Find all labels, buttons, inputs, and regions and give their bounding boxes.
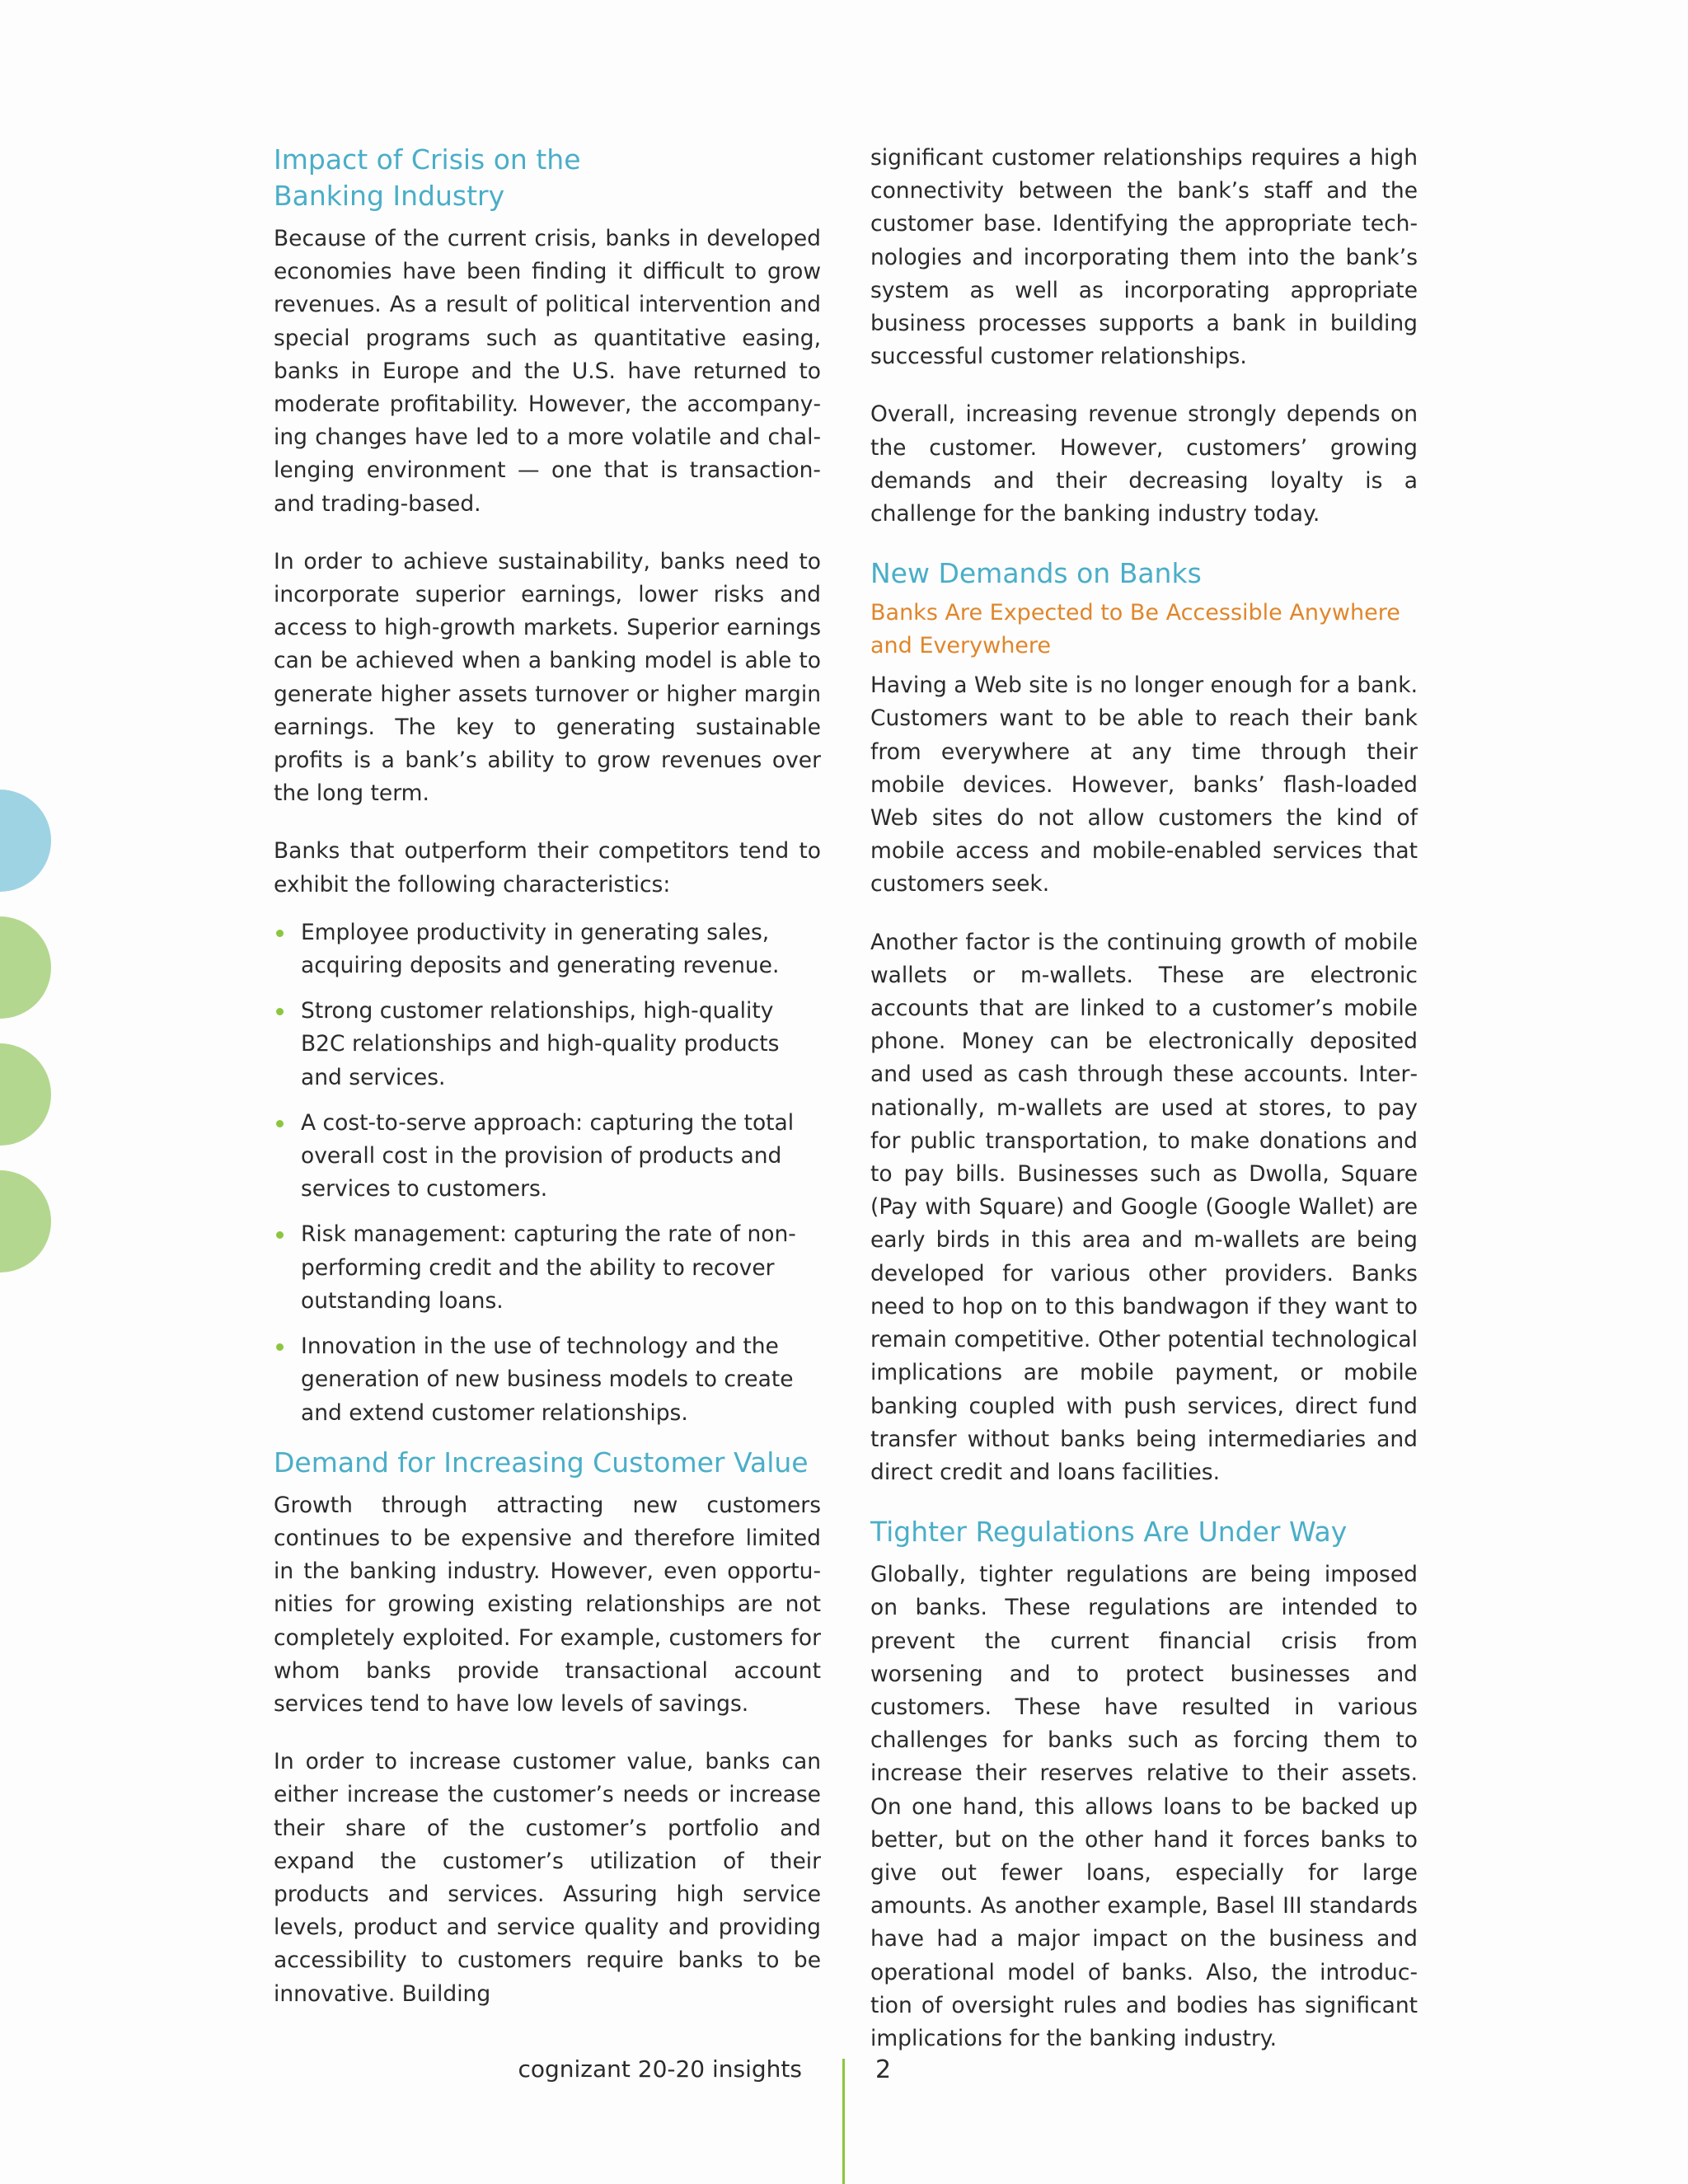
section-heading: Impact of Crisis on the Banking Industry	[274, 143, 581, 212]
bullet-icon	[276, 1231, 284, 1239]
left-column	[274, 142, 821, 2011]
decor-circle-green	[0, 1043, 51, 1146]
bullet-icon	[276, 1120, 284, 1127]
characteristics-list	[274, 916, 821, 1430]
right-column	[870, 142, 1418, 2055]
list-item: Strong customer relationships, high-quality B2C relationships and high-quality products and services.	[274, 995, 821, 1094]
decor-circle-green	[0, 916, 51, 1019]
paragraph: Banks that outperform their competitors tend to exhibit the following characteristics:	[274, 838, 821, 898]
paragraph: Having a Web site is no longer enough for a bank. Customers want to be able to reach their bank from everywhere at any time through their mobile devices. However, banks’ flash-loaded Web sites do not allow customers the kind of mobile access and mobile-enabled services that customers seek.	[870, 673, 1418, 898]
list-item: Employee productivity in generating sales, acquiring deposits and generating revenue.	[274, 916, 821, 982]
bullet-icon	[276, 1008, 284, 1015]
list-item: Innovation in the use of technology and the generation of new business models to create and extend customer relationships.	[274, 1330, 821, 1430]
decor-circle-green	[0, 1170, 51, 1272]
footer-divider	[842, 2059, 845, 2184]
paragraph: significant customer relationships requires a high connectivity between the bank’s staff and the customer base. Identifying the appropriate technologies and incorporating them into the bank’s system as well as incorporating appropriate business processes supports a bank in building successful customer relationships.	[870, 145, 1418, 370]
paragraph: In order to achieve sustainability, banks need to incorporate superior earnings, lower risks and access to high-growth markets. Superior earnings can be achieved when a banking model is able to generate higher assets turnover or higher margin earnings. The key to generating sustainable profits is a bank’s ability to grow revenues over the long term.	[274, 548, 821, 807]
list-item: A cost-to-serve approach: capturing the total overall cost in the provision of products and services to customers.	[274, 1107, 821, 1207]
list-item: Risk management: capturing the rate of non-performing credit and the ability to recover outstanding loans.	[274, 1218, 821, 1318]
decor-circle-blue	[0, 790, 51, 892]
section-heading: Demand for Increasing Customer Value	[274, 1446, 809, 1479]
paragraph: In order to increase customer value, banks can either increase the customer’s needs or increase their share of the customer’s portfolio and expand the customer’s utilization of their products and services. Assuring high service levels, product and service quality and providing accessibility to customers require banks to be innovative. Building	[274, 1749, 821, 2007]
paragraph: Globally, tighter regulations are being imposed on banks. These regulations are intended to prevent the current financial crisis from worsening and to protect businesses and customers. These have resulted in various challenges for banks such as forcing them to increase their reserves relative to their assets. On one hand, this allows loans to be backed up better, but on the other hand it forces banks to give out fewer loans, especially for large amounts. As another example, Basel III standards have had a major impact on the business and operational model of banks. Also, the introduction of oversight rules and bodies has significant implications for the banking industry.	[870, 1562, 1418, 2051]
section-heading: Tighter Regulations Are Under Way	[870, 1516, 1348, 1549]
subsection-heading: Banks Are Expected to Be Accessible Anywhere and Everywhere	[870, 600, 1400, 659]
section-heading: New Demands on Banks	[870, 557, 1202, 590]
bullet-icon	[276, 930, 284, 937]
bullet-icon	[276, 1343, 284, 1351]
page-number: 2	[875, 2055, 892, 2084]
paragraph: Growth through attracting new customers continues to be expensive and therefore limited in the banking industry. However, even opportunities for growing existing relationships are not completely exploited. For example, customers for whom banks provide transactional account services tend to have low levels of savings.	[274, 1492, 821, 1717]
paragraph: Overall, increasing revenue strongly depends on the customer. However, customers’ growing demands and their decreasing loyalty is a challenge for the banking industry today.	[870, 401, 1418, 527]
paragraph: Another factor is the continuing growth of mobile wallets or m-wallets. These are electronic accounts that are linked to a customer’s mobile phone. Money can be electronically deposited and used as cash through these accounts. Internationally, m-wallets are used at stores, to pay for public transportation, to make donations and to pay bills. Businesses such as Dwolla, Square (Pay with Square) and Google (Google Wallet) are early birds in this area and m-wallets are being developed for various other providers. Banks need to hop on to this bandwagon if they want to remain competitive. Other potential technological implications are mobile payment, or mobile banking coupled with push services, direct fund transfer without banks being intermediaries and direct credit and loans facilities.	[870, 929, 1418, 1485]
footer-publication: cognizant 20-20 insights	[518, 2055, 802, 2083]
paragraph: Because of the current crisis, banks in developed economies have been finding it difficult to grow revenues. As a result of political intervention and special programs such as quantitative easing, banks in Europe and the U.S. have returned to moderate profitability. However, the accompanying changes have led to a more volatile and challenging environment — one that is transaction- and trading-based.	[274, 226, 821, 517]
